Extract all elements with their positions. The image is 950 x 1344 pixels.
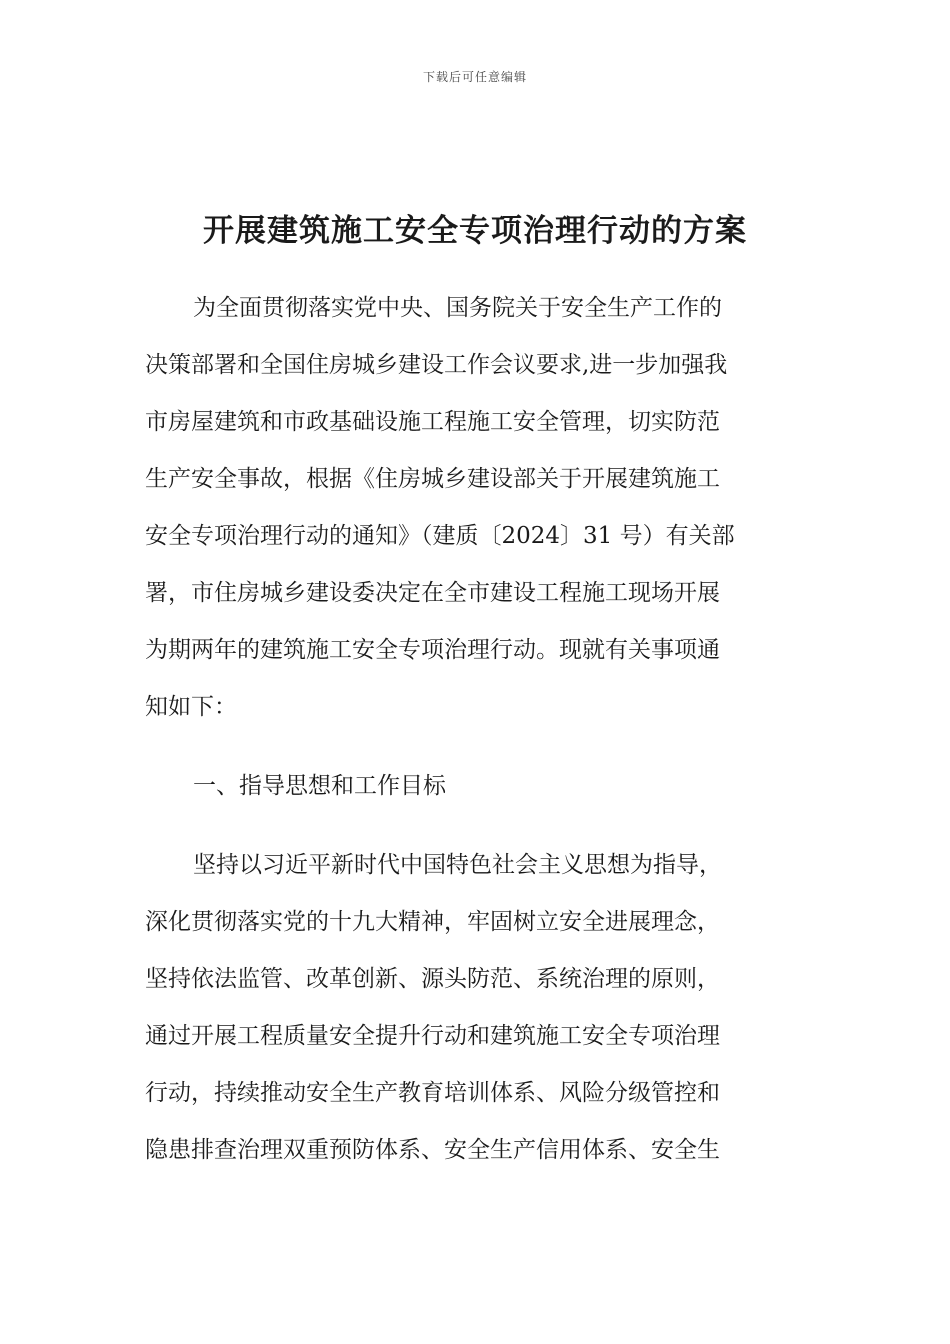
paragraph-line: 决策部署和全国住房城乡建设工作会议要求,进一步加强我 xyxy=(145,352,728,378)
document-body xyxy=(145,280,805,1179)
paragraph-line: 行动，持续推动安全生产教育培训体系、风险分级管控和 xyxy=(145,1080,720,1106)
paragraph-line: 为全面贯彻落实党中央、国务院关于安全生产工作的 xyxy=(193,295,722,321)
paragraph-line: 署，市住房城乡建设委决定在全市建设工程施工现场开展 xyxy=(145,580,720,606)
paragraph-line: 生产安全事故，根据《住房城乡建设部关于开展建筑施工 xyxy=(145,466,720,492)
paragraph-line: 坚持依法监管、改革创新、源头防范、系统治理的原则， xyxy=(145,966,720,992)
section-heading: 一、指导思想和工作目标 xyxy=(193,773,446,799)
paragraph-line: 安全专项治理行动的通知》（建质〔2024〕31 号）有关部 xyxy=(145,523,735,549)
paragraph-line: 市房屋建筑和市政基础设施工程施工安全管理，切实防范 xyxy=(145,409,720,435)
paragraph-line: 隐患排查治理双重预防体系、安全生产信用体系、安全生 xyxy=(145,1137,720,1163)
paragraph-gap xyxy=(145,815,805,837)
header-note: 下载后可任意编辑 xyxy=(422,70,527,84)
paragraph-line: 深化贯彻落实党的十九大精神，牢固树立安全进展理念， xyxy=(145,909,720,935)
section-paragraph xyxy=(145,837,805,1179)
paragraph-line: 知如下： xyxy=(145,694,237,720)
paragraph-line: 为期两年的建筑施工安全专项治理行动。现就有关事项通 xyxy=(145,637,720,663)
paragraph-gap xyxy=(145,736,805,758)
paragraph-line: 坚持以习近平新时代中国特色社会主义思想为指导， xyxy=(193,852,722,878)
paragraph-line: 通过开展工程质量安全提升行动和建筑施工安全专项治理 xyxy=(145,1023,720,1049)
intro-paragraph xyxy=(145,280,805,736)
document-title: 开展建筑施工安全专项治理行动的方案 xyxy=(203,213,747,249)
